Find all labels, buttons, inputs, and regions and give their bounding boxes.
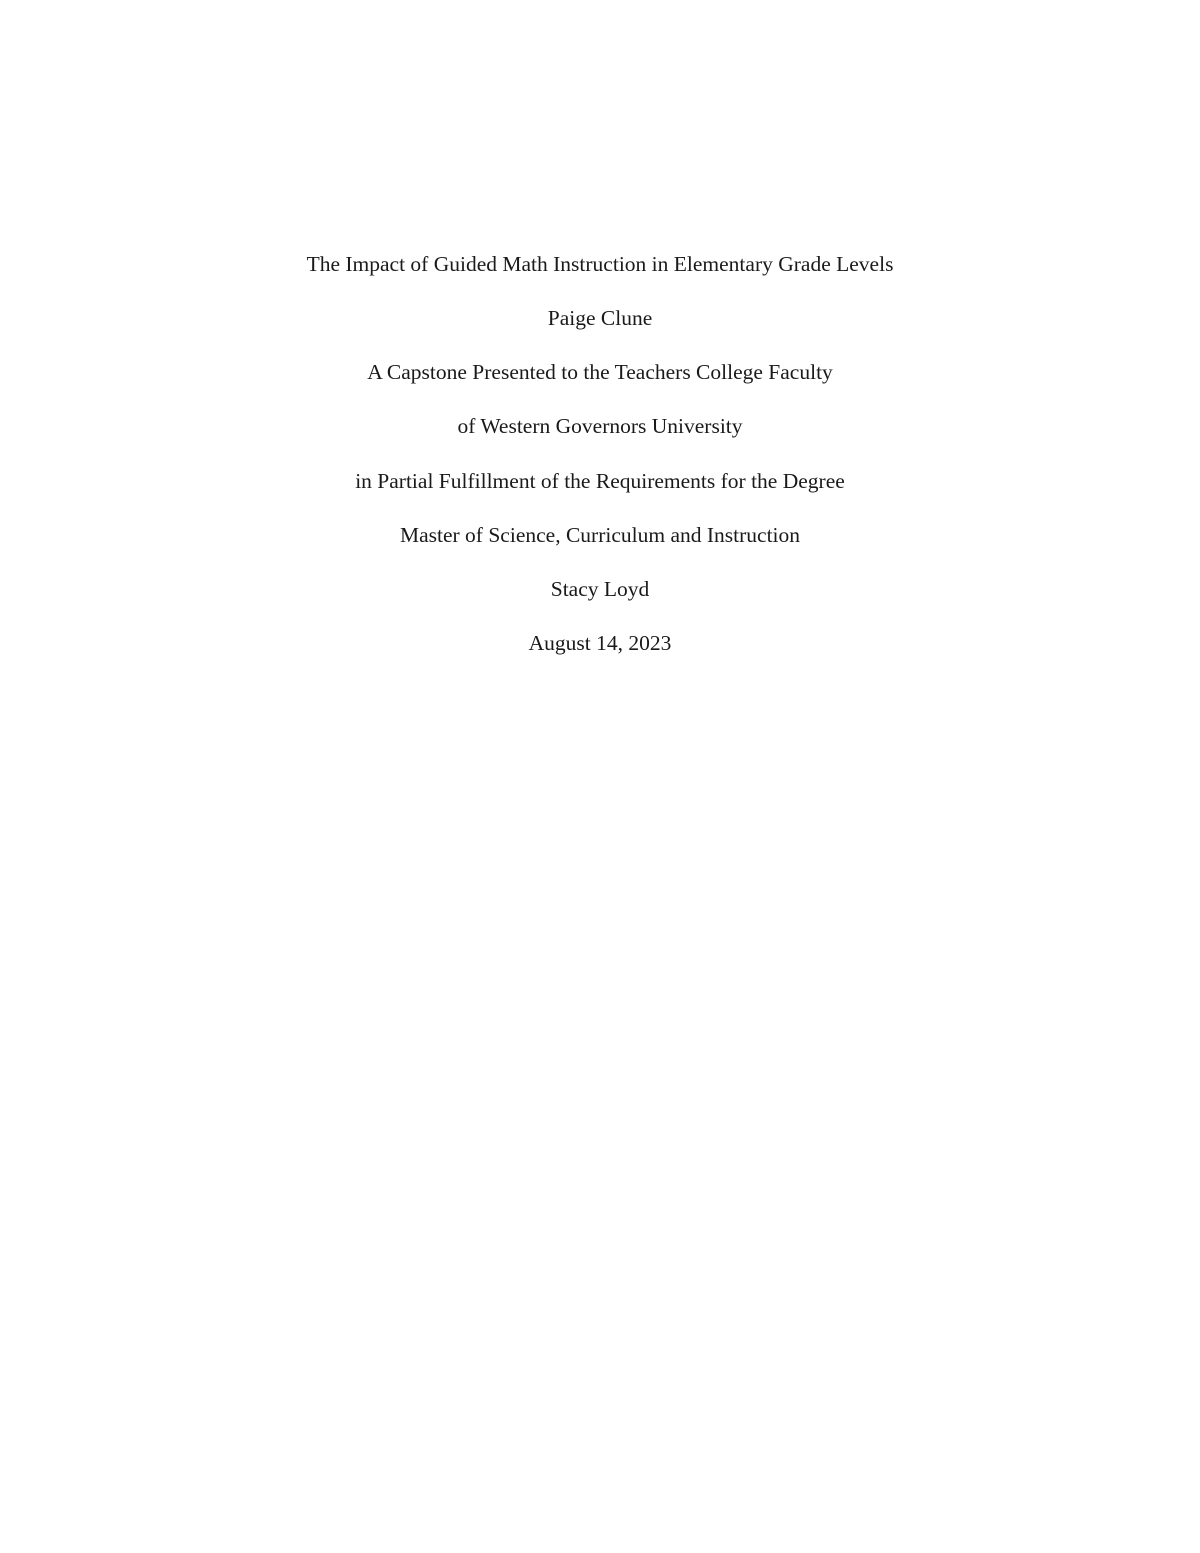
advisor-name: Stacy Loyd xyxy=(550,577,650,601)
document-title: The Impact of Guided Math Instruction in Elementary Grade Levels xyxy=(306,252,894,276)
institution-line: of Western Governors University xyxy=(457,414,743,438)
presented-to-line: A Capstone Presented to the Teachers College Faculty xyxy=(367,360,833,384)
degree-line: Master of Science, Curriculum and Instruction xyxy=(399,523,801,547)
document-date: August 14, 2023 xyxy=(528,631,672,655)
author-name: Paige Clune xyxy=(547,306,653,330)
fulfillment-line: in Partial Fulfillment of the Requirements for the Degree xyxy=(355,469,845,493)
